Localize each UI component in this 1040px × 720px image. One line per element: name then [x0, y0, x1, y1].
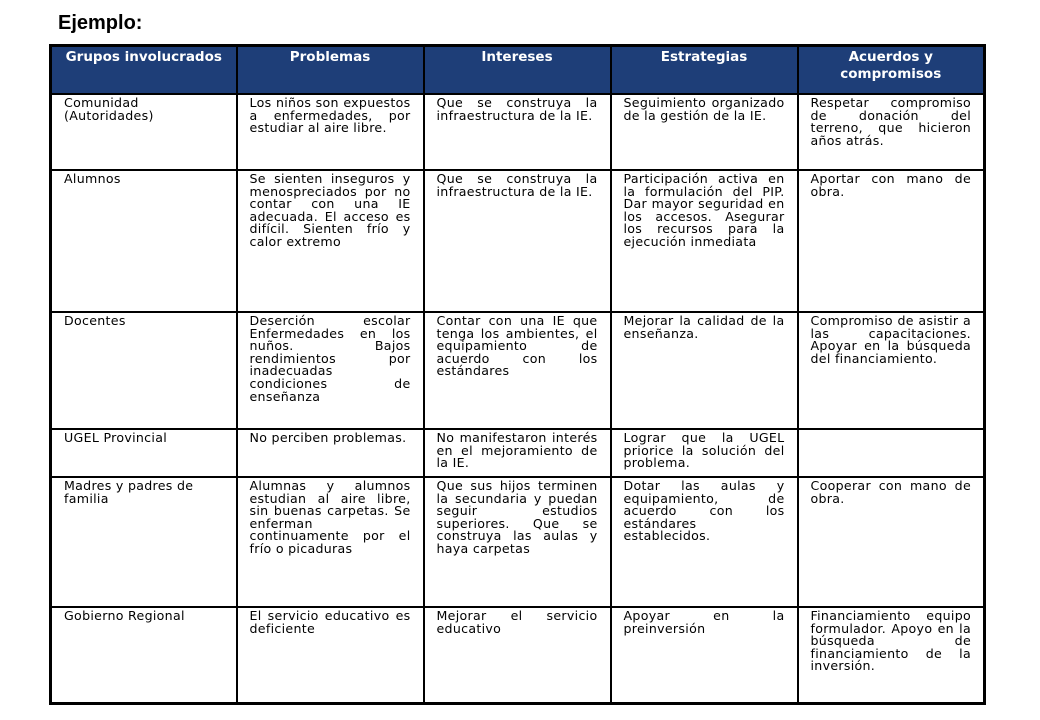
- cell-grupo: Alumnos: [51, 170, 237, 312]
- cell-estrategias: Apoyar en la preinversión: [611, 607, 798, 704]
- table-row: [51, 477, 985, 607]
- cell-grupo: Gobierno Regional: [51, 607, 237, 704]
- cell-intereses: No manifestaron interés en el mejoramiento de la IE.: [424, 429, 611, 477]
- header-intereses: Intereses: [424, 46, 611, 95]
- cell-problemas: Se sienten inseguros y menospreciados por no contar con una IE adecuada. El acceso es difícil. Sienten frío y calor extremo: [237, 170, 424, 312]
- table-row: [51, 607, 985, 704]
- cell-estrategias: Participación activa en la formulación del PIP. Dar mayor seguridad en los accesos. Asegurar los recursos para la ejecución inmediata: [611, 170, 798, 312]
- cell-problemas: El servicio educativo es deficiente: [237, 607, 424, 704]
- cell-intereses: Contar con una IE que tenga los ambientes, el equipamiento de acuerdo con los estándares: [424, 312, 611, 429]
- table-row: [51, 94, 985, 170]
- table-row: [51, 170, 985, 312]
- table-header-row: [51, 46, 985, 95]
- cell-intereses: Que sus hijos terminen la secundaria y puedan seguir estudios superiores. Que se construya las aulas y haya carpetas: [424, 477, 611, 607]
- cell-grupo: Comunidad (Autoridades): [51, 94, 237, 170]
- cell-intereses: Que se construya la infraestructura de la IE.: [424, 94, 611, 170]
- cell-problemas: Deserción escolar Enfermedades en los nuños. Bajos rendimientos por inadecuadas condiciones de enseñanza: [237, 312, 424, 429]
- page-title: Ejemplo:: [58, 12, 143, 34]
- cell-grupo: Docentes: [51, 312, 237, 429]
- cell-acuerdos: Respetar compromiso de donación del terreno, que hicieron años atrás.: [798, 94, 985, 170]
- cell-estrategias: Lograr que la UGEL priorice la solución del problema.: [611, 429, 798, 477]
- cell-acuerdos: Compromiso de asistir a las capacitaciones. Apoyar en la búsqueda del financiamiento.: [798, 312, 985, 429]
- cell-grupo: Madres y padres de familia: [51, 477, 237, 607]
- stakeholder-matrix-table: [49, 44, 986, 705]
- header-estrategias: Estrategias: [611, 46, 798, 95]
- cell-estrategias: Dotar las aulas y equipamiento, de acuerdo con los estándares establecidos.: [611, 477, 798, 607]
- cell-grupo: UGEL Provincial: [51, 429, 237, 477]
- cell-problemas: Los niños son expuestos a enfermedades, por estudiar al aire libre.: [237, 94, 424, 170]
- cell-acuerdos: Cooperar con mano de obra.: [798, 477, 985, 607]
- cell-estrategias: Seguimiento organizado de la gestión de la IE.: [611, 94, 798, 170]
- cell-intereses: Que se construya la infraestructura de la IE.: [424, 170, 611, 312]
- header-acuerdos: Acuerdos y compromisos: [798, 46, 985, 95]
- cell-estrategias: Mejorar la calidad de la enseñanza.: [611, 312, 798, 429]
- header-problemas: Problemas: [237, 46, 424, 95]
- cell-acuerdos: Aportar con mano de obra.: [798, 170, 985, 312]
- cell-intereses: Mejorar el servicio educativo: [424, 607, 611, 704]
- cell-problemas: No perciben problemas.: [237, 429, 424, 477]
- cell-acuerdos: [798, 429, 985, 477]
- table-row: [51, 429, 985, 477]
- cell-acuerdos: Financiamiento equipo formulador. Apoyo en la búsqueda de financiamiento de la inversión.: [798, 607, 985, 704]
- cell-problemas: Alumnas y alumnos estudian al aire libre, sin buenas carpetas. Se enferman continuamente por el frío o picaduras: [237, 477, 424, 607]
- table-row: [51, 312, 985, 429]
- header-grupos: Grupos involucrados: [51, 46, 237, 95]
